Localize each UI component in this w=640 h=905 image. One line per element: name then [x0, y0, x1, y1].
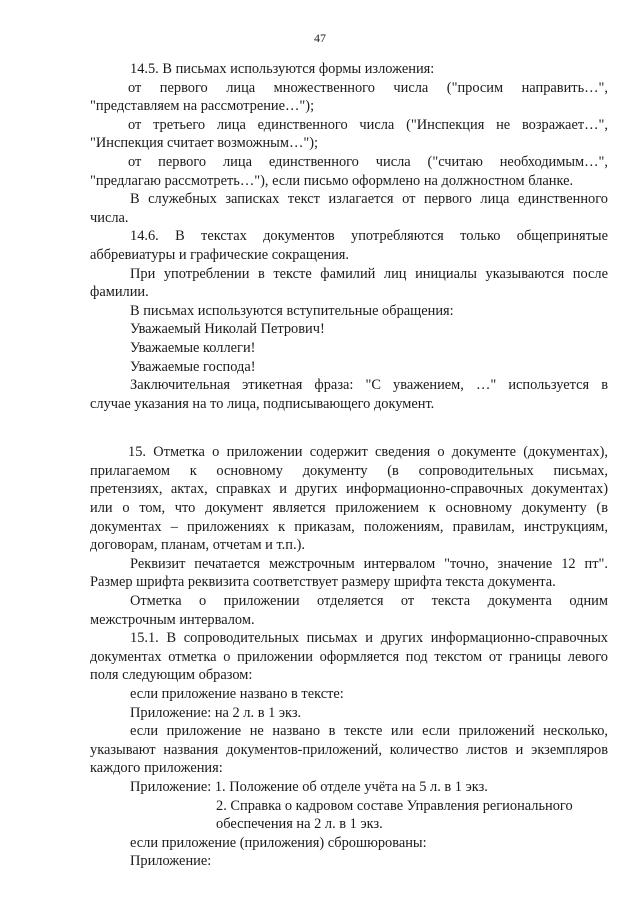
case-bound-attachments: если приложение (приложения) сброшюрованы: [130, 834, 427, 851]
greeting-example-2: Уважаемые коллеги! [130, 339, 256, 356]
section-15-line-2: прилагаемом к основному документу (в сопроводительных письмах, [90, 462, 608, 479]
section-15-line-3: претензиях, актах, справках и других информационно-справочных документах) [90, 481, 608, 498]
form-third-singular-line-2: "Инспекция считает возможным…"); [90, 135, 319, 152]
attachment-list-row-1 [90, 778, 608, 797]
section-14-6-line-1: 14.6. В текстах документов употребляются только общепринятые [130, 228, 608, 245]
form-first-plural-line-1: от первого лица множественного числа ("просим направить…", [128, 79, 608, 96]
spacing-rule-line-2: Размер шрифта реквизита соответствует размеру шрифта текста документа. [90, 574, 556, 591]
form-first-singular-line-2: "предлагаю рассмотреть…"), если письмо оформлено на должностном бланке. [90, 172, 574, 189]
section-15-1-line-3: поля следующим образом: [90, 667, 253, 684]
case-named-in-text: если приложение названо в тексте: [130, 686, 344, 702]
greetings-intro: В письмах используются вступительные обращения: [130, 302, 454, 319]
page-number: 47 [314, 31, 326, 45]
section-15-1-line-2: документах отметка о приложении оформляется под текстом от границы левого [90, 648, 608, 665]
memo-rule-line-1: В служебных записках текст излагается от первого лица единственного [130, 191, 608, 208]
case-unnamed-line-1: если приложение не названо в тексте или если приложений несколько, [130, 723, 608, 740]
surnames-rule-line-1: При употреблении в тексте фамилий лиц инициалы указываются после [130, 265, 608, 282]
section-14-6-line-2: аббревиатуры и графические сокращения. [90, 246, 349, 263]
example-named-attachment: Приложение: на 2 л. в 1 экз. [130, 704, 302, 721]
greeting-example-3: Уважаемые господа! [130, 358, 256, 375]
attachment-item-2-line-2: обеспечения на 2 л. в 1 экз. [216, 816, 383, 833]
example-bound-attachment: Приложение: [130, 853, 212, 870]
greeting-example-1: Уважаемый Николай Петрович! [130, 321, 325, 338]
attachment-label: Приложение: [130, 778, 212, 795]
section-15-line-1: 15. Отметка о приложении содержит сведения о документе (документах), [128, 444, 608, 461]
document-body [90, 60, 608, 871]
attachment-item-1: 1. Положение об отделе учёта на 5 л. в 1 экз. [214, 778, 488, 795]
section-15-1-line-1: 15.1. В сопроводительных письмах и других информационно-справочных [130, 630, 608, 647]
section-14-5-heading: 14.5. В письмах используются формы изложения: [130, 61, 435, 77]
memo-rule-line-2: числа. [90, 209, 129, 226]
section-15-line-4: или о том, что документ является приложением к основному документу (в [90, 500, 608, 517]
case-unnamed-line-3: каждого приложения: [90, 760, 223, 777]
form-first-singular-line-1: от первого лица единственного числа ("считаю необходимым…", [128, 153, 608, 170]
form-third-singular-line-1: от третьего лица единственного числа ("Инспекция не возражает…", [128, 116, 608, 133]
attachment-item-2-line-1: 2. Справка о кадровом составе Управления регионального [216, 797, 573, 814]
section-15-line-5: документах – приложениях к приказам, положениям, правилам, инструкциям, [90, 518, 608, 535]
closing-phrase-line-1: Заключительная этикетная фраза: "С уважением, …" используется в [130, 377, 608, 394]
case-unnamed-line-2: указывают названия документов-приложений, количество листов и экземпляров [90, 741, 608, 758]
closing-phrase-line-2: случае указания на то лица, подписывающего документ. [90, 395, 435, 412]
separation-rule-line-2: межстрочным интервалом. [90, 611, 255, 628]
separation-rule-line-1: Отметка о приложении отделяется от текста документа одним [130, 593, 608, 610]
section-15-line-6: договорам, планам, отчетам и т.п.). [90, 537, 305, 554]
paragraph-gap [90, 413, 608, 443]
spacing-rule-line-1: Реквизит печатается межстрочным интервалом "точно, значение 12 пт". [130, 555, 608, 572]
surnames-rule-line-2: фамилии. [90, 284, 149, 301]
form-first-plural-line-2: "представляем на рассмотрение…"); [90, 98, 315, 115]
